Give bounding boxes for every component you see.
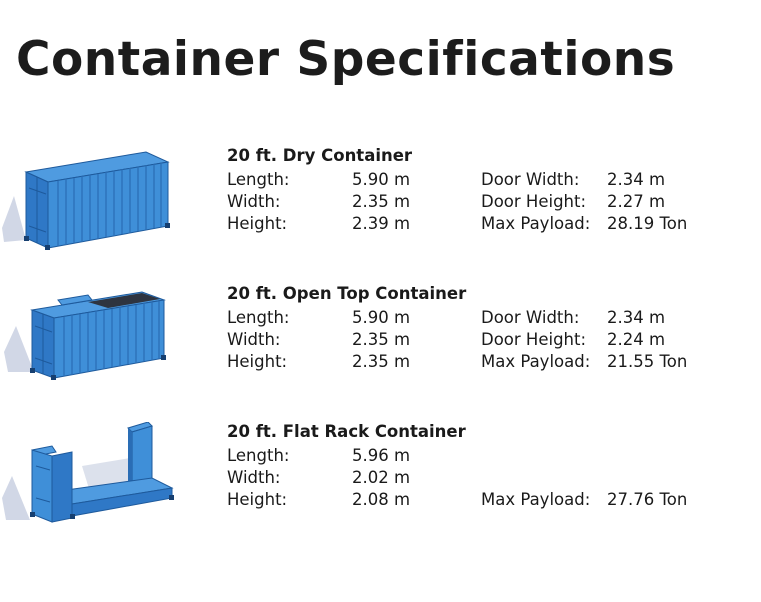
- spec-label: Height:: [227, 214, 288, 233]
- spec-value: 5.90 m: [352, 170, 411, 189]
- spec-label: Height:: [227, 490, 288, 509]
- spec-value-2: 2.34 m: [607, 170, 666, 189]
- spec-value: 2.02 m: [352, 468, 411, 487]
- spec-value: 2.35 m: [352, 352, 411, 371]
- open-top-container-icon: [0, 286, 180, 386]
- spec-value-2: 27.76 Ton: [607, 490, 688, 509]
- spec-label-2: Max Payload:: [481, 214, 591, 233]
- page-title: Container Specifications: [16, 32, 676, 87]
- spec-value: 2.35 m: [352, 192, 411, 211]
- spec-value-2: 2.27 m: [607, 192, 666, 211]
- spec-value: 2.08 m: [352, 490, 411, 509]
- container-name: 20 ft. Dry Container: [227, 146, 413, 165]
- spec-value-2: 2.24 m: [607, 330, 666, 349]
- spec-value: 5.96 m: [352, 446, 411, 465]
- spec-label-2: Max Payload:: [481, 490, 591, 509]
- spec-value: 5.90 m: [352, 308, 411, 327]
- container-name: 20 ft. Flat Rack Container: [227, 422, 466, 441]
- spec-value-2: 28.19 Ton: [607, 214, 688, 233]
- spec-label: Length:: [227, 446, 290, 465]
- dry-container-icon: [0, 148, 180, 252]
- spec-label: Length:: [227, 170, 290, 189]
- spec-label-2: Max Payload:: [481, 352, 591, 371]
- spec-label-2: Door Width:: [481, 170, 580, 189]
- spec-value: 2.35 m: [352, 330, 411, 349]
- spec-label-2: Door Width:: [481, 308, 580, 327]
- spec-label: Width:: [227, 330, 281, 349]
- spec-value-2: 2.34 m: [607, 308, 666, 327]
- spec-label-2: Door Height:: [481, 192, 587, 211]
- spec-label: Width:: [227, 192, 281, 211]
- container-name: 20 ft. Open Top Container: [227, 284, 467, 303]
- spec-label-2: Door Height:: [481, 330, 587, 349]
- spec-label: Width:: [227, 468, 281, 487]
- spec-label: Height:: [227, 352, 288, 371]
- flat-rack-container-icon: [0, 422, 180, 526]
- spec-value-2: 21.55 Ton: [607, 352, 688, 371]
- spec-value: 2.39 m: [352, 214, 411, 233]
- spec-label: Length:: [227, 308, 290, 327]
